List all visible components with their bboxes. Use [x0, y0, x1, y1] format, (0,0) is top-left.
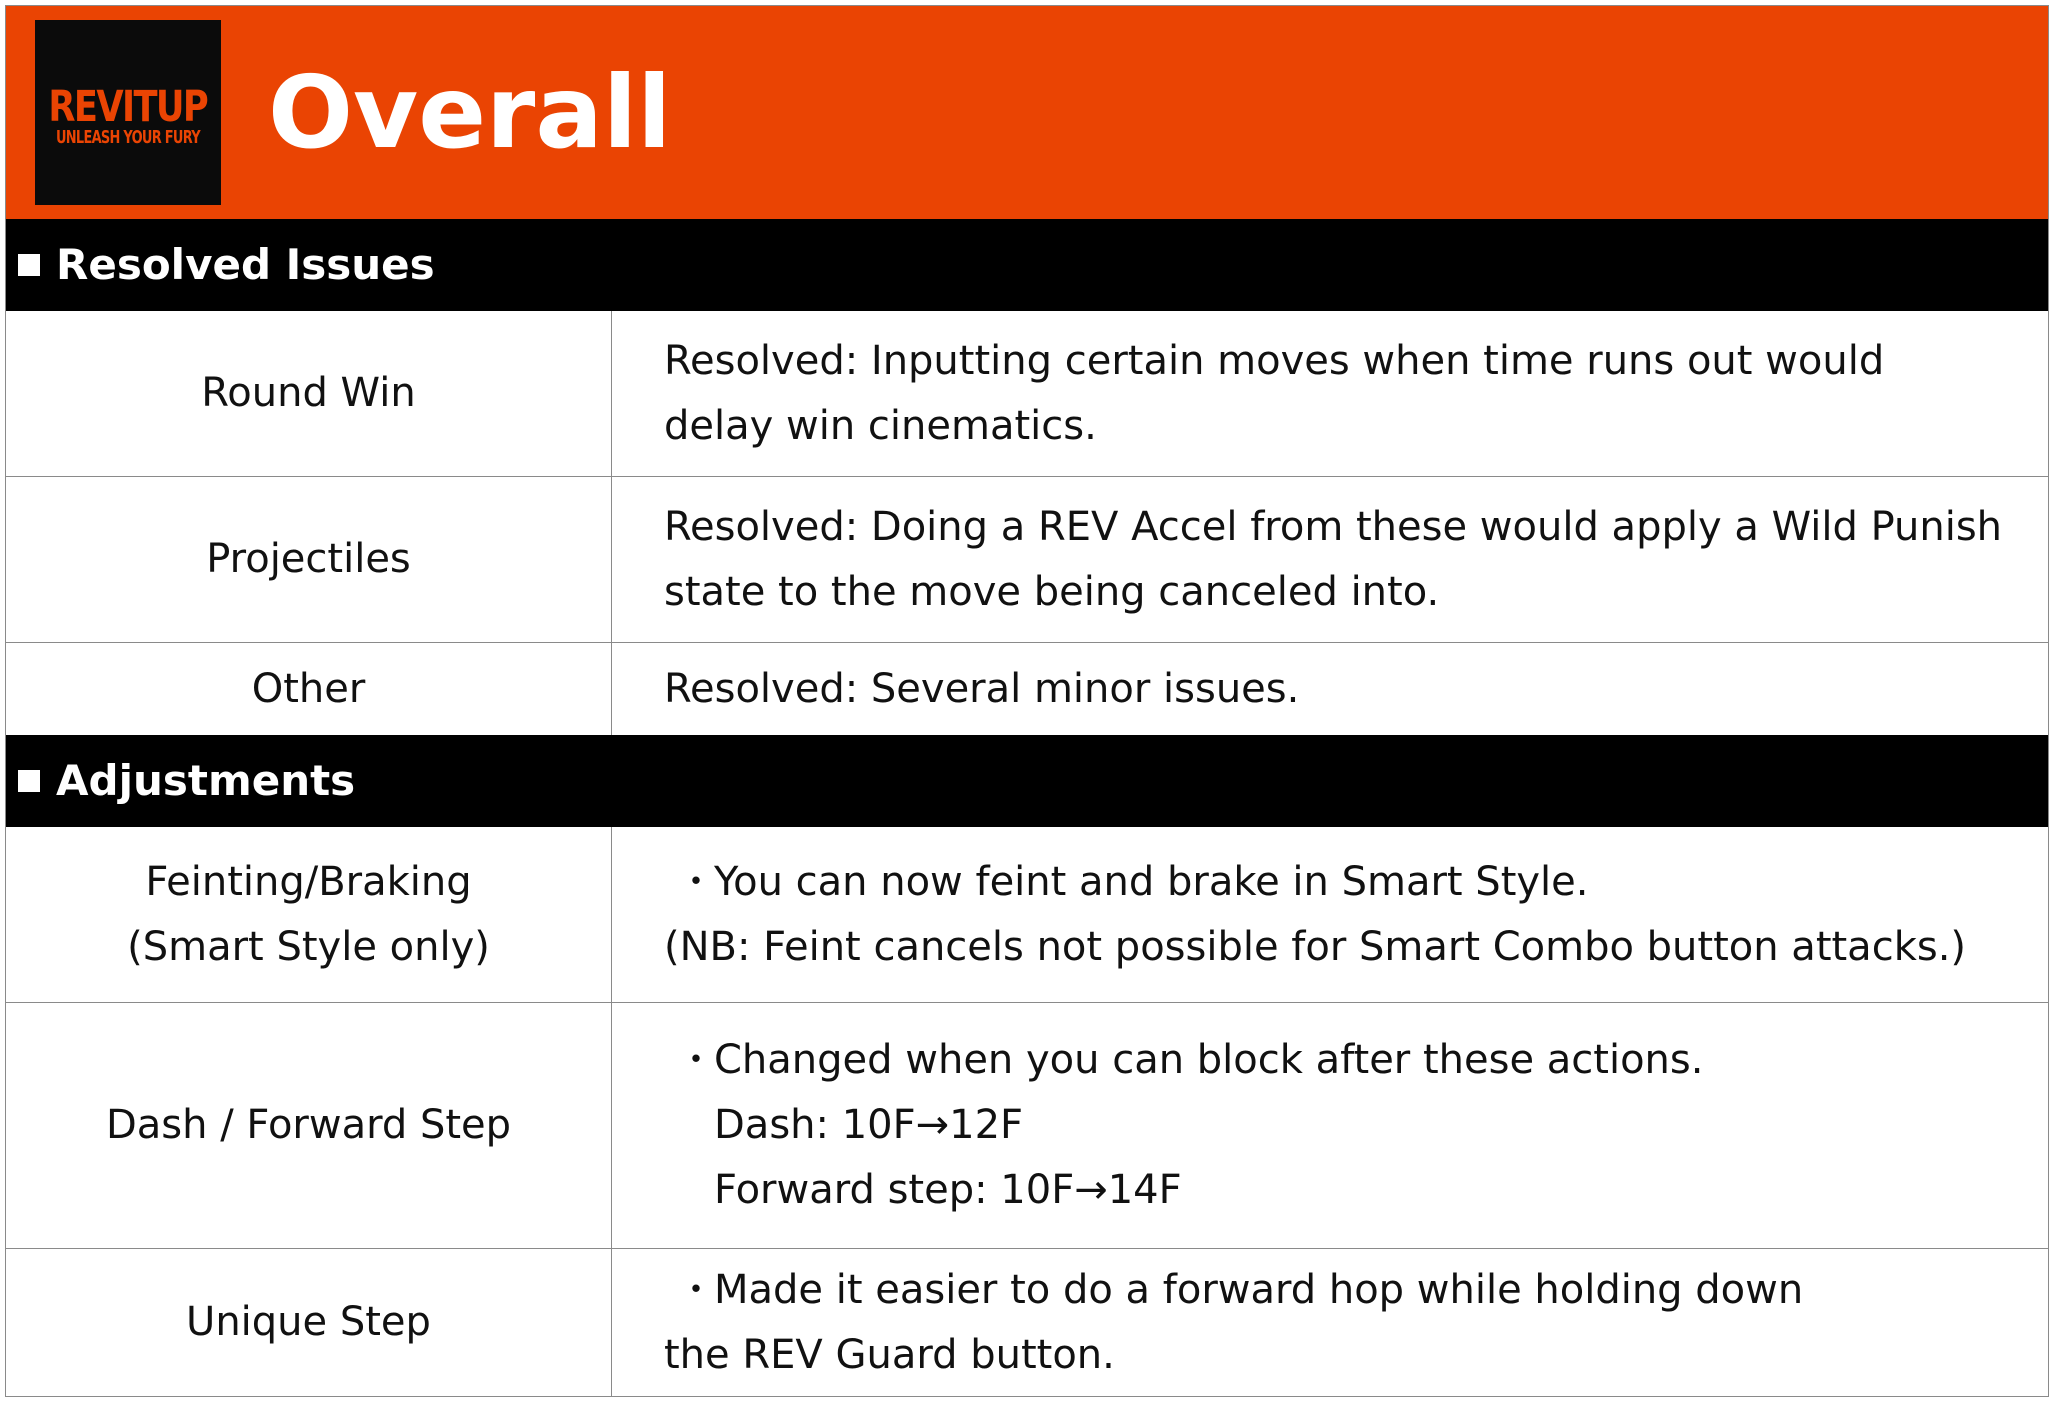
description-line [664, 850, 2048, 915]
description-line: Resolved: Inputting certain moves when time runs out would [664, 337, 1885, 384]
bullet-dot: ・ [676, 1266, 716, 1313]
row-label-text: Projectiles [206, 536, 411, 582]
row-label [6, 1249, 612, 1396]
description-line [664, 1028, 2048, 1093]
header-banner [6, 6, 2048, 219]
description-line: Resolved: Doing a REV Accel from these would apply a Wild Punish [664, 503, 2003, 550]
row-description [616, 1249, 2048, 1396]
row-label [6, 477, 612, 642]
description-text: You can now feint and brake in Smart Style. [714, 858, 1589, 905]
bullet-dot: ・ [676, 1037, 716, 1083]
row-label [6, 311, 612, 476]
row-label [6, 1003, 612, 1248]
description-line: (NB: Feint cancels not possible for Smart Combo button attacks.) [664, 923, 1967, 970]
description-line: delay win cinematics. [664, 402, 1097, 449]
row-description [616, 477, 2048, 642]
row-label-text: Feinting/Braking [145, 858, 472, 905]
table-row-round-win [6, 311, 2048, 477]
row-label-text: Other [251, 665, 366, 712]
row-label-text: Dash / Forward Step [105, 1102, 512, 1148]
row-description [616, 643, 2048, 735]
section-heading: Resolved Issues [56, 240, 435, 289]
row-label [6, 643, 612, 735]
row-label-text: Unique Step [186, 1299, 431, 1345]
table-row-feinting-braking [6, 827, 2048, 1003]
section-header-resolved-issues [6, 219, 2048, 311]
description-line: Dash: 10F→12F [714, 1102, 1024, 1148]
row-description [616, 1003, 2048, 1248]
square-bullet-icon [18, 254, 40, 276]
logo-tagline: UNLEASH YOUR FURY [56, 126, 200, 148]
patch-notes-sheet [5, 5, 2049, 1397]
table-row-dash-forward-step [6, 1003, 2048, 1249]
description-text: Changed when you can block after these actions. [714, 1037, 1704, 1083]
table-row-other [6, 643, 2048, 735]
page-title: Overall [268, 54, 672, 171]
section-header-adjustments [6, 735, 2048, 827]
table-row-projectiles [6, 477, 2048, 643]
description-line: state to the move being canceled into. [664, 568, 1440, 615]
table-row-unique-step [6, 1249, 2048, 1396]
description-line [664, 1258, 2048, 1323]
description-line: Resolved: Several minor issues. [664, 665, 1300, 712]
logo-wordmark: REVITUP [48, 81, 208, 132]
revitup-logo [35, 20, 221, 205]
description-line: the REV Guard button. [664, 1331, 1115, 1378]
description-line: Forward step: 10F→14F [714, 1167, 1182, 1213]
section-heading: Adjustments [56, 756, 356, 805]
row-label [6, 827, 612, 1002]
row-label-text: (Smart Style only) [127, 923, 490, 970]
description-text: Made it easier to do a forward hop while holding down [714, 1266, 1804, 1313]
row-description [616, 827, 2048, 1002]
bullet-dot: ・ [676, 858, 716, 905]
square-bullet-icon [18, 770, 40, 792]
row-label-text: Round Win [201, 370, 416, 416]
row-description [616, 311, 2048, 476]
